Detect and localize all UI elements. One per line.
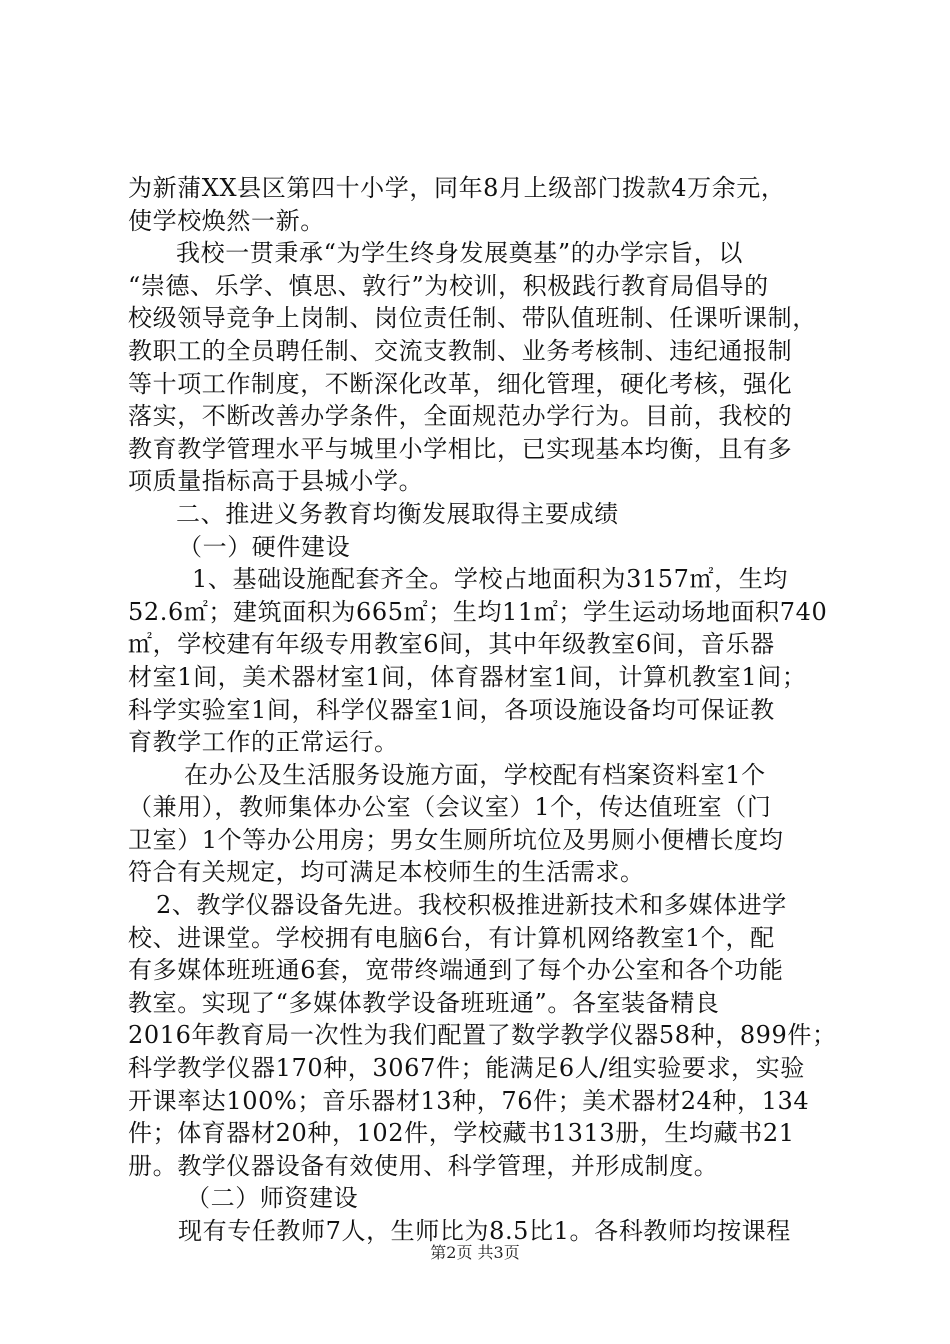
text-line: ㎡，学校建有年级专用教室6间，其中年级教室6间，音乐器 bbox=[128, 630, 775, 659]
text-line: 卫室）1个等办公用房；男女生厕所坑位及男厕小便槽长度均 bbox=[128, 825, 784, 854]
text-line: 校、进课堂。学校拥有电脑6台，有计算机网络教室1个，配 bbox=[128, 923, 775, 952]
paragraph-start-line: 我校一贯秉承“为学生终身发展奠基”的办学宗旨，以 bbox=[176, 239, 743, 268]
text-line: 校级领导竞争上岗制、岗位责任制、带队值班制、任课听课制， bbox=[128, 304, 817, 333]
paragraph-start-line: 现有专任教师7人，生师比为8.5比1。各科教师均按课程 bbox=[178, 1217, 791, 1245]
text-line: 育教学工作的正常运行。 bbox=[128, 728, 399, 757]
text-line: 教育教学管理水平与城里小学相比，已实现基本均衡，且有多 bbox=[128, 434, 793, 463]
subsection-heading: （二）师资建设 bbox=[186, 1184, 359, 1213]
text-line: 件；体育器材20种，102件，学校藏书1313册，生均藏书21 bbox=[128, 1119, 795, 1148]
subsection-heading: （一）硬件建设 bbox=[178, 532, 351, 561]
text-line: “崇德、乐学、慎思、敦行”为校训，积极践行教育局倡导的 bbox=[128, 271, 769, 300]
text-line: 科学教学仪器170种，3067件；能满足6人/组实验要求，实验 bbox=[128, 1054, 805, 1083]
document-body bbox=[128, 172, 837, 1248]
text-line: 有多媒体班班通6套，宽带终端通到了每个办公室和各个功能 bbox=[128, 956, 784, 985]
text-line: 册。教学仪器设备有效使用、科学管理，并形成制度。 bbox=[128, 1151, 719, 1180]
text-line: 符合有关规定，均可满足本校师生的生活需求。 bbox=[128, 858, 645, 887]
section-heading: 二、推进义务教育均衡发展取得主要成绩 bbox=[176, 499, 619, 528]
text-line: 2016年教育局一次性为我们配置了数学教学仪器58种，899件； bbox=[128, 1021, 837, 1050]
text-line: 教室。实现了“多媒体教学设备班班通”。各室装备精良 bbox=[128, 988, 720, 1017]
text-line: 52.6㎡；建筑面积为665㎡；生均11㎡；学生运动场地面积740 bbox=[128, 597, 828, 626]
page-number-footer: 第2页 共3页 bbox=[430, 1243, 520, 1262]
text-line: 项质量指标高于县城小学。 bbox=[128, 467, 424, 496]
paragraph-start-line: 在办公及生活服务设施方面，学校配有档案资料室1个 bbox=[184, 760, 766, 789]
text-line: 教职工的全员聘任制、交流支教制、业务考核制、违纪通报制 bbox=[128, 336, 793, 365]
text-line: 落实，不断改善办学条件，全面规范办学行为。目前，我校的 bbox=[128, 402, 793, 431]
text-line: 使学校焕然一新。 bbox=[128, 206, 325, 235]
text-line: 为新蒲XX县区第四十小学，同年8月上级部门拨款4万余元， bbox=[128, 174, 786, 202]
text-line: 科学实验室1间，科学仪器室1间，各项设施设备均可保证教 bbox=[128, 695, 775, 724]
text-line: 等十项工作制度，不断深化改革，细化管理，硬化考核，强化 bbox=[128, 369, 793, 398]
text-line: （兼用），教师集体办公室（会议室）1个，传达值班室（门 bbox=[128, 793, 772, 822]
paragraph-start-line: 2、教学仪器设备先进。我校积极推进新技术和多媒体进学 bbox=[156, 891, 787, 920]
paragraph-start-line: 1、基础设施配套齐全。学校占地面积为3157㎡，生均 bbox=[192, 565, 788, 594]
text-line: 开课率达100%；音乐器材13种，76件；美术器材24种，134 bbox=[128, 1086, 810, 1115]
text-line: 材室1间，美术器材室1间，体育器材室1间，计算机教室1间； bbox=[128, 662, 807, 691]
